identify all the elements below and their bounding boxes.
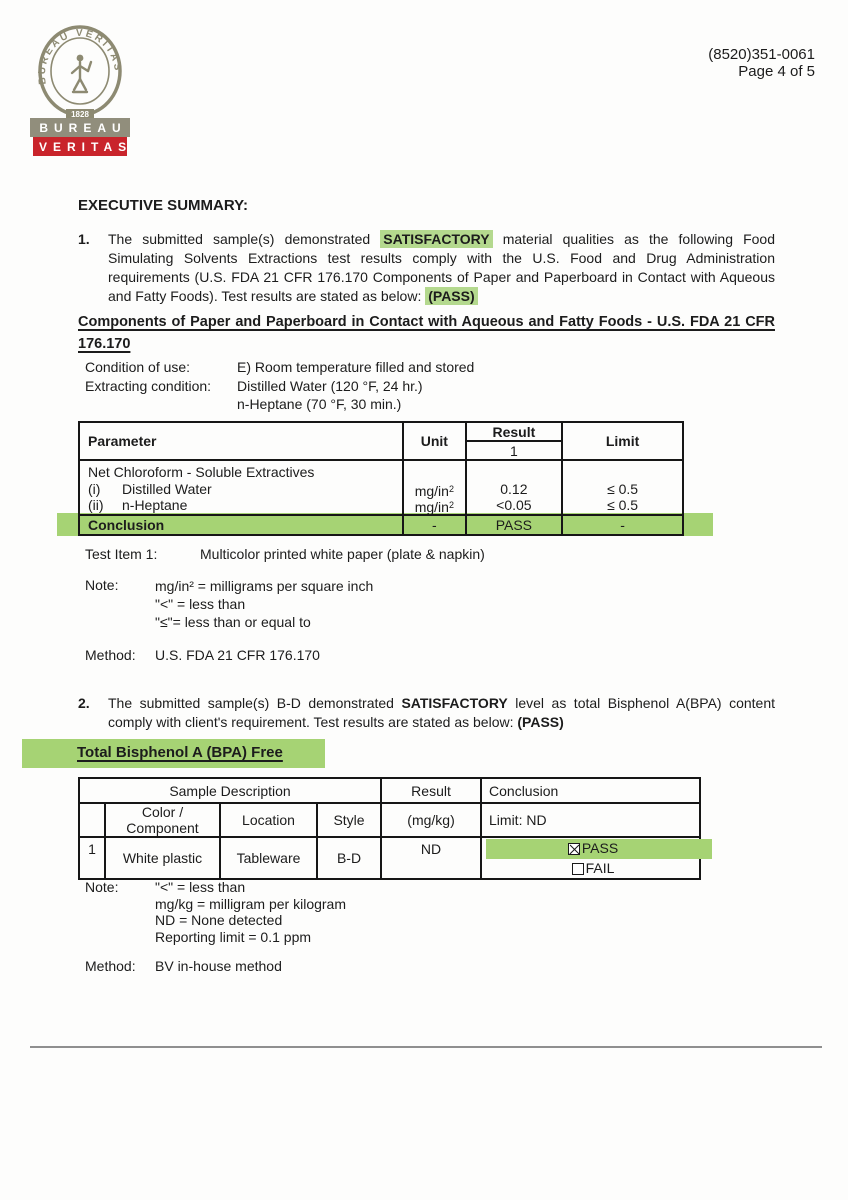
col-header-location: Location [220, 803, 317, 837]
logo-bar-veritas: VERITAS [33, 137, 127, 156]
parameter-item [88, 481, 402, 498]
item-name: Distilled Water [122, 480, 212, 497]
conclusion-label: Conclusion [79, 515, 403, 535]
conclusion-row [79, 515, 683, 535]
conclusion-result: PASS [466, 515, 563, 535]
method2-block [85, 958, 282, 974]
extracting-condition-value2: n-Heptane (70 °F, 30 min.) [237, 396, 402, 412]
seal-year: 1828 [71, 110, 89, 118]
sample-row [79, 837, 700, 879]
line-text: The submitted sample(s) demonstrated [108, 231, 371, 247]
extracting-condition-label: Extracting condition: [85, 377, 212, 394]
method-label: Method: [85, 647, 136, 663]
pass-bold: (PASS) [517, 714, 564, 730]
col-header-color-component: Color / Component [105, 803, 220, 837]
unit-value [404, 481, 464, 498]
item-number: 1. [78, 231, 90, 247]
fail-label: FAIL [585, 860, 615, 876]
paragraph-line [108, 694, 775, 713]
note1-block [85, 577, 373, 631]
parameter-group: Net Chloroform - Soluble Extractives [88, 464, 315, 480]
limit-value: ≤ 0.5 [607, 480, 639, 497]
method-label: Method: [85, 958, 136, 974]
bpa-results-table [78, 777, 701, 880]
col-header-limit: Limit [562, 422, 683, 460]
limit-value: ≤ 0.5 [607, 497, 639, 513]
unit-sup: 2 [448, 483, 454, 494]
summary-item-2 [78, 694, 775, 732]
unit-sup: 2 [448, 500, 454, 510]
condition-of-use-label: Condition of use: [85, 359, 191, 375]
sample-location: Tableware [220, 837, 317, 879]
footer-rule [30, 1046, 822, 1048]
item-name: n-Heptane [122, 497, 188, 513]
executive-summary-heading: EXECUTIVE SUMMARY: [78, 197, 249, 214]
note-line: "<" = less than [155, 596, 246, 612]
logo-bar-bureau: BUREAU [30, 118, 130, 137]
section1-heading-line1: Components of Paper and Paperboard in Contact with Aqueous and Fatty Foods - U.S. FDA 21 CFR [78, 314, 775, 330]
result-column-number: 1 [466, 441, 563, 460]
fda-extraction-table [78, 421, 684, 536]
pass-highlight: (PASS) [425, 287, 477, 305]
method-value: BV in-house method [155, 958, 282, 974]
note-line: "≤"= less than or equal to [155, 614, 311, 630]
note-line: mg/kg = milligram per kilogram [155, 895, 346, 912]
col-header-style: Style [317, 803, 381, 837]
unit-value [404, 497, 464, 514]
condition-of-use-value: E) Room temperature filled and stored [237, 359, 475, 375]
summary-item-1 [78, 230, 775, 306]
satisfactory-highlight: SATISFACTORY [380, 230, 492, 248]
col-header-conclusion: Conclusion [481, 778, 700, 803]
table-header-row [79, 778, 700, 803]
col-header-unit: Unit [403, 422, 465, 460]
sample-color: White plastic [105, 837, 220, 879]
checkbox-unchecked-icon [572, 863, 584, 875]
extracting-condition-value1: Distilled Water (120 °F, 24 hr.) [237, 377, 423, 394]
header-reference [708, 46, 815, 80]
col-header-result: Result [466, 422, 563, 441]
col-header-parameter: Parameter [79, 422, 403, 460]
test-item-row [85, 546, 485, 562]
test-item-value: Multicolor printed white paper (plate & napkin) [200, 546, 485, 562]
conclusion-unit: - [403, 515, 465, 535]
bureau-veritas-seal-icon [36, 24, 124, 118]
col-header-limit: Limit: ND [481, 803, 700, 837]
sample-style: B-D [317, 837, 381, 879]
sample-result: ND [381, 837, 481, 879]
line-text: and Fatty Foods). Test results are stated as below: [108, 288, 422, 304]
sample-conclusion-cell [481, 837, 700, 879]
note-line: "<" = less than [155, 879, 246, 895]
empty-cell [79, 803, 105, 837]
paragraph-line [108, 713, 775, 732]
table-body-row [79, 460, 683, 515]
paragraph-line: Simulating Solvents Extractions test results comply with the U.S. Food and Drug Administration [108, 250, 775, 266]
conclusion-limit: - [562, 515, 683, 535]
test-conditions [85, 358, 474, 414]
paragraph-line [108, 230, 775, 249]
section1-heading [78, 311, 775, 355]
seal-arc-text: BUREAU VERITAS [36, 27, 124, 85]
paragraph-line [108, 287, 775, 306]
test-item-label: Test Item 1: [85, 546, 158, 562]
col-header-mgkg: (mg/kg) [381, 803, 481, 837]
item-number: 2. [78, 695, 90, 711]
col-header-sample-description: Sample Description [79, 778, 381, 803]
line-text: comply with client's requirement. Test results are stated as below: [108, 714, 514, 730]
line-text: level as total Bisphenol A(BPA) content [515, 695, 775, 711]
line-text: The submitted sample(s) B-D demonstrated [108, 695, 394, 711]
satisfactory-bold: SATISFACTORY [401, 695, 508, 711]
result-value: 0.12 [500, 480, 528, 497]
paragraph-line: requirements (U.S. FDA 21 CFR 176.170 Components of Paper and Paperboard in Contact with Aqueous [108, 269, 775, 285]
bpa-section-heading: Total Bisphenol A (BPA) Free [77, 744, 283, 761]
note-line: Reporting limit = 0.1 ppm [155, 928, 312, 945]
torch-bearer-figure-icon [72, 55, 91, 92]
col-header-result: Result [381, 778, 481, 803]
item-index: (ii) [88, 497, 104, 513]
result-value: <0.05 [496, 497, 532, 513]
pass-label: PASS [581, 840, 619, 856]
table-header-row [79, 422, 683, 441]
page-number: Page 4 of 5 [738, 63, 815, 80]
item-index: (i) [88, 480, 101, 497]
unit-text: mg/in [414, 482, 449, 499]
note-label: Note: [85, 577, 119, 593]
bureau-veritas-logo [30, 24, 133, 156]
line-text: material qualities as the following Food [502, 231, 776, 247]
parameter-item [88, 497, 402, 514]
method-value: U.S. FDA 21 CFR 176.170 [155, 647, 320, 663]
table-subheader-row [79, 803, 700, 837]
note-label: Note: [85, 879, 119, 895]
sample-number: 1 [79, 837, 105, 879]
report-ref-number: (8520)351-0061 [708, 46, 815, 63]
fail-option [487, 858, 699, 878]
unit-text: mg/in [414, 499, 449, 515]
method1-block [85, 647, 320, 663]
note2-block [85, 879, 346, 945]
note-line: ND = None detected [155, 912, 283, 928]
pass-option [487, 838, 699, 858]
checkbox-checked-icon [568, 843, 580, 855]
section1-heading-line2: 176.170 [78, 336, 131, 352]
note-line: mg/in² = milligrams per square inch [155, 578, 374, 594]
